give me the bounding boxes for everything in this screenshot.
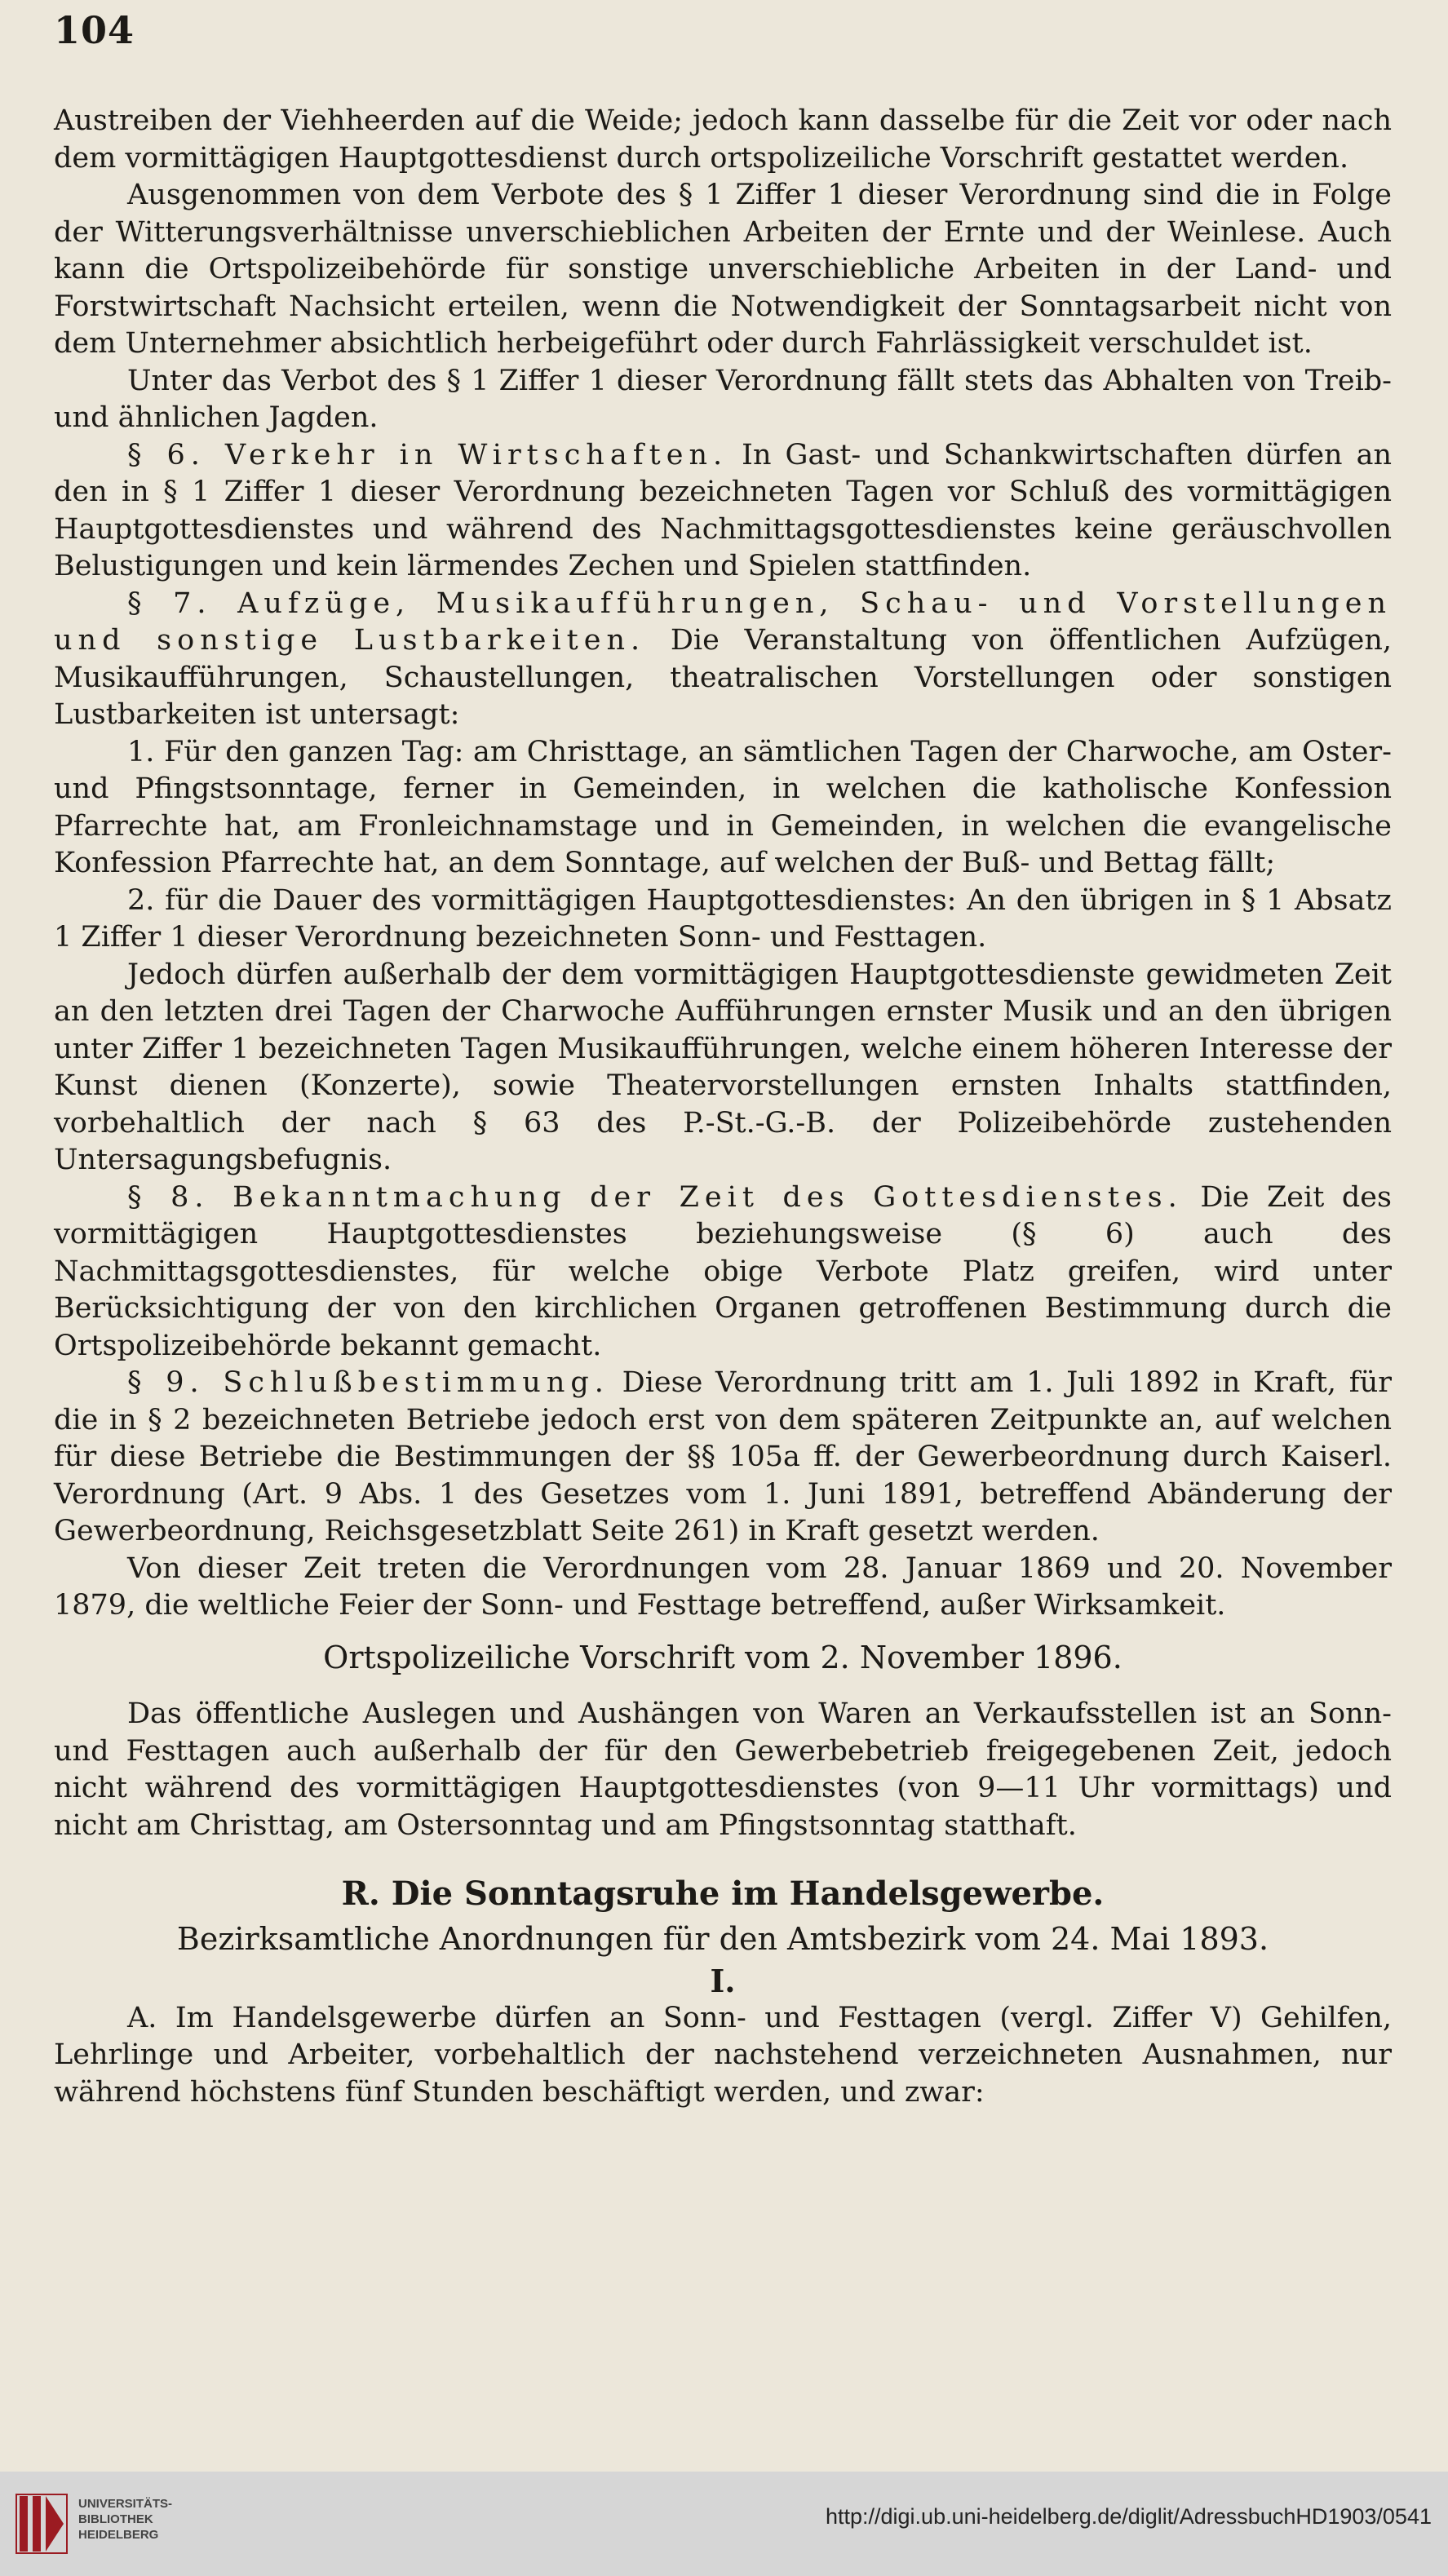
library-name [78, 2496, 172, 2543]
section-r-roman-numeral: I. [710, 1963, 736, 1999]
permalink-url[interactable]: http://digi.ub.uni-heidelberg.de/diglit/AdressbuchHD1903/0541 [825, 2504, 1432, 2529]
section-7-item-2: 2. für die Dauer des vormittägigen Hauptgottesdienstes: An den übrigen in § 1 Absatz 1 Ziffer 1 dieser Verordnung bezeichneten Sonn- und Festtagen. [54, 883, 1392, 954]
section-7-exception: Jedoch dürfen außerhalb der dem vormittägigen Hauptgottesdienste gewidmeten Zeit an den letzten drei Tagen der Charwoche Aufführungen ernster Musik und an den übrigen unter Ziffer 1 bezeichneten Tagen Musikaufführungen, welche einem höheren Interesse der Kunst dienen (Konzerte), sowie Theatervorstellungen ernsten Inhalts stattfinden, vorbehaltlich der nach § 63 des P.-St.-G.-B. der Polizeibehörde zustehenden Untersagungsbefugnis. [54, 958, 1392, 1176]
section-9-text: Diese Verordnung tritt am 1. Juli 1892 in Kraft, für die in § 2 bezeichneten Betriebe jedoch erst von dem späteren Zeitpunkte an, auf welchen für diese Betriebe die Bestimmungen der §§ 105a ff. der Gewerbeordnung durch Kaiserl. Verordnung (Art. 9 Abs. 1 des Gesetzes vom 1. Juni 1891, betreffend Abänderung der Gewerbeordnung, Reichsgesetzblatt Seite 261) in Kraft gesetzt werden. [54, 1366, 1392, 1547]
section-7-text: Die Veranstaltung von öffentlichen Aufzügen, Musikaufführungen, Schaustellungen, theatralischen Vorstellungen oder sonstigen Lustbarkeiten ist untersagt: [54, 624, 1392, 731]
section-8 [54, 1180, 1392, 1365]
section-9 [54, 1365, 1392, 1551]
section-6-heading: § 6. Verkehr in Wirtschaften. [127, 438, 728, 471]
library-seal-icon [15, 2491, 69, 2556]
library-name-line: UNIVERSITÄTS- [78, 2497, 173, 2511]
paragraph-hunting: Unter das Verbot des § 1 Ziffer 1 dieser Verordnung fällt stets das Abhalten von Treib- und ähnlichen Jagden. [54, 364, 1392, 434]
ortspolizei-text: Das öffentliche Auslegen und Aushängen von Waren an Verkaufsstellen ist an Sonn- und Festtagen auch außerhalb der für den Gewerbebetrieb freigegebenen Zeit, jedoch nicht während des vormittägigen Hauptgottesdienstes (von 9—11 Uhr vormittags) und nicht am Christtag, am Ostersonntag und am Pfingstsonntag statthaft. [54, 1697, 1392, 1842]
ortspolizei-title: Ortspolizeiliche Vorschrift vom 2. November 1896. [323, 1639, 1123, 1675]
section-r-subtitle: Bezirksamtliche Anordnungen für den Amtsbezirk vom 24. Mai 1893. [176, 1920, 1269, 1957]
library-name-line: HEIDELBERG [78, 2528, 159, 2542]
section-9-heading: § 9. Schlußbestimmung. [127, 1366, 609, 1399]
section-8-heading: § 8. Bekanntmachung der Zeit des Gottesdienstes. [127, 1180, 1183, 1214]
page-number: 104 [54, 8, 135, 52]
section-7 [54, 586, 1392, 734]
section-9-closing: Von dieser Zeit treten die Verordnungen vom 28. Januar 1869 und 20. November 1879, die weltliche Feier der Sonn- und Festtage betreffend, außer Wirksamkeit. [54, 1551, 1392, 1622]
section-6 [54, 437, 1392, 586]
section-r-text: A. Im Handelsgewerbe dürfen an Sonn- und Festtagen (vergl. Ziffer V) Gehilfen, Lehrlinge und Arbeiter, vorbehaltlich der nachstehend verzeichneten Ausnahmen, nur während höchstens fünf Stunden beschäftigt werden, und zwar: [54, 2001, 1392, 2109]
section-r-title: R. Die Sonntagsruhe im Handelsgewerbe. [341, 1874, 1105, 1913]
paragraph-cattle-pasture: Austreiben der Viehheerden auf die Weide; jedoch kann dasselbe für die Zeit vor oder nach dem vormittägigen Hauptgottesdienst durch ortspolizeiliche Vorschrift gestattet werden. [54, 104, 1392, 175]
section-7-item-1: 1. Für den ganzen Tag: am Christtage, an sämtlichen Tagen der Charwoche, am Oster- und Pfingstsonntage, ferner in Gemeinden, in welchen die katholische Konfession Pfarrechte hat, am Fronleichnamstage und in Gemeinden, in welchen die evangelische Konfession Pfarrechte hat, an dem Sonntage, auf welchen der Buß- und Bettag fällt; [54, 735, 1392, 879]
paragraph-exceptions: Ausgenommen von dem Verbote des § 1 Ziffer 1 dieser Verordnung sind die in Folge der Witterungsverhältnisse unverschieblichen Arbeiten der Ernte und der Weinlese. Auch kann die Ortspolizeibehörde für sonstige unverschiebliche Arbeiten in der Land- und Forstwirtschaft Nachsicht erteilen, wenn die Notwendigkeit der Sonntagsarbeit nicht von dem Unternehmer absichtlich herbeigeführt oder durch Fahrlässigkeit verschuldet ist. [54, 179, 1392, 360]
section-8-text: Die Zeit des vormittägigen Hauptgottesdienstes beziehungsweise (§ 6) auch des Nachmittagsgottesdienstes, für welche obige Verbote Platz greifen, wird unter Berücksichtigung der von den kirchlichen Organen getroffenen Bestimmung durch die Ortspolizeibehörde bekannt gemacht. [54, 1180, 1392, 1362]
footer-bar [0, 2472, 1448, 2576]
section-7-heading: § 7. Aufzüge, Musikaufführungen, Schau- und Vorstellungen und sonstige Lustbarkeiten. [54, 586, 1392, 657]
section-6-text: In Gast- und Schankwirtschaften dürfen an den in § 1 Ziffer 1 dieser Verordnung bezeichneten Tagen vor Schluß des vormittägigen Hauptgottesdienstes und während des Nachmittagsgottesdienstes keine geräuschvollen Belustigungen und kein lärmendes Zechen und Spielen stattfinden. [54, 438, 1392, 582]
library-name-line: BIBLIOTHEK [78, 2512, 153, 2526]
library-logo[interactable] [15, 2486, 194, 2560]
page-body [54, 103, 1392, 2111]
